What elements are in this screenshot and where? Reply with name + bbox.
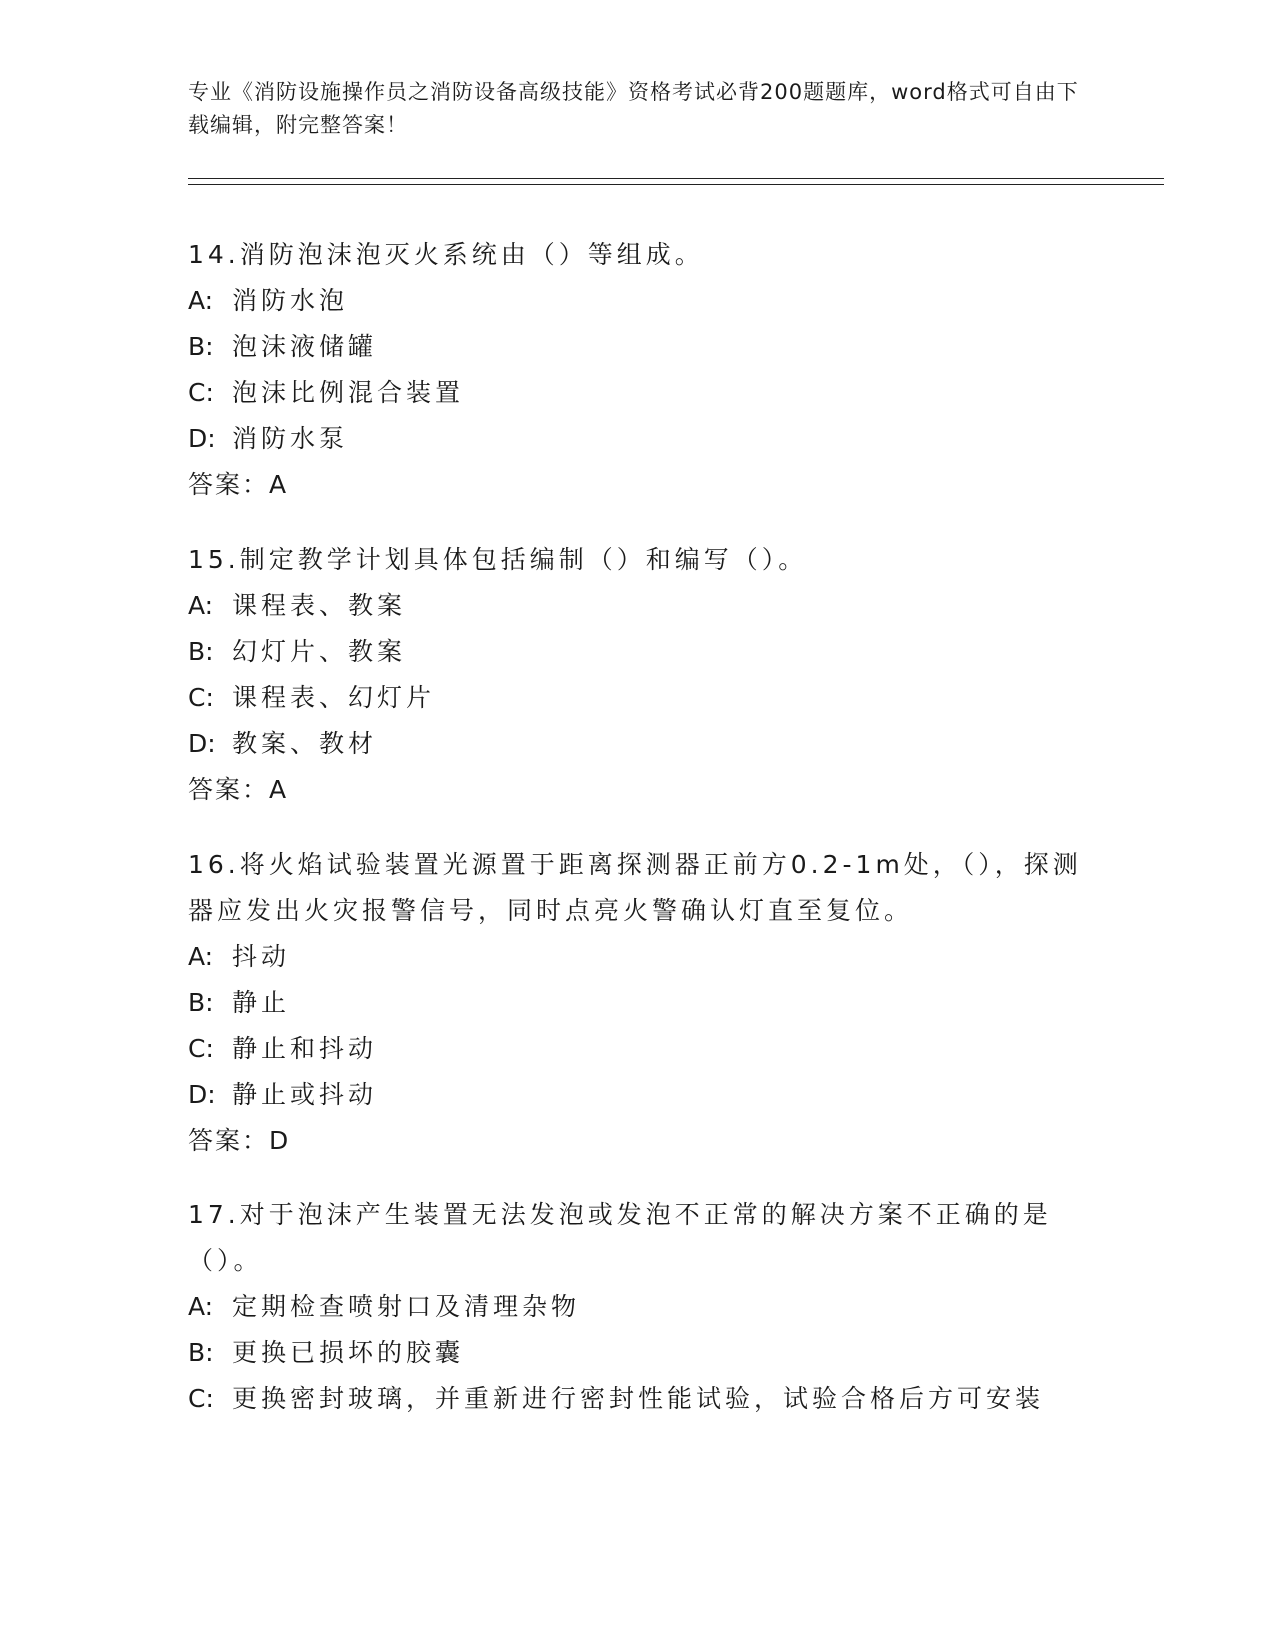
option-letter: D: [188,424,216,453]
answer-label: 答案： [188,470,270,499]
answer-value: D [269,1126,289,1155]
header-divider-bottom [188,184,1164,185]
option-letter: C: [188,1384,214,1413]
option-letter: D: [188,1080,216,1109]
question-16 [188,842,1088,1164]
option-text: 更换密封玻璃，并重新进行密封性能试验，试验合格后方可安装 [232,1384,1045,1413]
option-text: 更换已损坏的胶囊 [232,1338,465,1367]
option-letter: D: [188,729,216,758]
option-c [188,675,1088,721]
option-text: 消防水泵 [232,424,349,453]
option-d [188,1072,1088,1118]
option-text: 静止或抖动 [232,1080,378,1109]
option-d [188,416,1088,462]
option-b [188,629,1088,675]
option-letter: C: [188,378,214,407]
option-letter: C: [188,683,214,712]
question-stem: 17.对于泡沫产生装置无法发泡或发泡不正常的解决方案不正确的是（）。 [188,1200,1052,1275]
option-text: 抖动 [232,942,291,971]
option-d [188,721,1088,767]
option-c [188,370,1088,416]
option-b [188,980,1088,1026]
option-c [188,1026,1088,1072]
option-letter: A: [188,1292,214,1321]
option-text: 课程表、幻灯片 [232,683,436,712]
option-letter: A: [188,942,214,971]
option-a [188,278,1088,324]
option-letter: A: [188,591,214,620]
question-14 [188,232,1088,508]
answer-label: 答案： [188,1126,270,1155]
option-letter: B: [188,1338,214,1367]
document-header: 专业《消防设施操作员之消防设备高级技能》资格考试必背200题题库，word格式可自由下载编辑，附完整答案！ [188,80,1079,137]
option-a [188,934,1088,980]
option-text: 静止和抖动 [232,1034,378,1063]
answer-line [188,462,1088,508]
option-text: 课程表、教案 [232,591,407,620]
option-letter: B: [188,332,214,361]
option-letter: A: [188,286,214,315]
option-b [188,1330,1088,1376]
option-text: 定期检查喷射口及清理杂物 [232,1292,581,1321]
option-a [188,583,1088,629]
question-17 [188,1192,1088,1422]
option-letter: B: [188,637,214,666]
answer-value: A [269,470,287,499]
answer-line [188,1118,1088,1164]
option-c [188,1376,1088,1422]
option-text: 消防水泡 [232,286,349,315]
option-b [188,324,1088,370]
option-letter: C: [188,1034,214,1063]
header-divider-top [188,178,1164,179]
option-text: 教案、教材 [232,729,378,758]
question-stem: 14.消防泡沫泡灭火系统由（）等组成。 [188,240,704,269]
question-stem: 15.制定教学计划具体包括编制（）和编写（）。 [188,545,808,574]
option-text: 泡沫液储罐 [232,332,378,361]
answer-label: 答案： [188,775,270,804]
answer-line [188,767,1088,813]
question-stem: 16.将火焰试验装置光源置于距离探测器正前方0.2-1m处，（），探测器应发出火灾报警信号，同时点亮火警确认灯直至复位。 [188,850,1082,925]
option-text: 泡沫比例混合装置 [232,378,465,407]
answer-value: A [269,775,287,804]
question-15 [188,537,1088,813]
option-a [188,1284,1088,1330]
option-text: 幻灯片、教案 [232,637,407,666]
option-text: 静止 [232,988,291,1017]
option-letter: B: [188,988,214,1017]
